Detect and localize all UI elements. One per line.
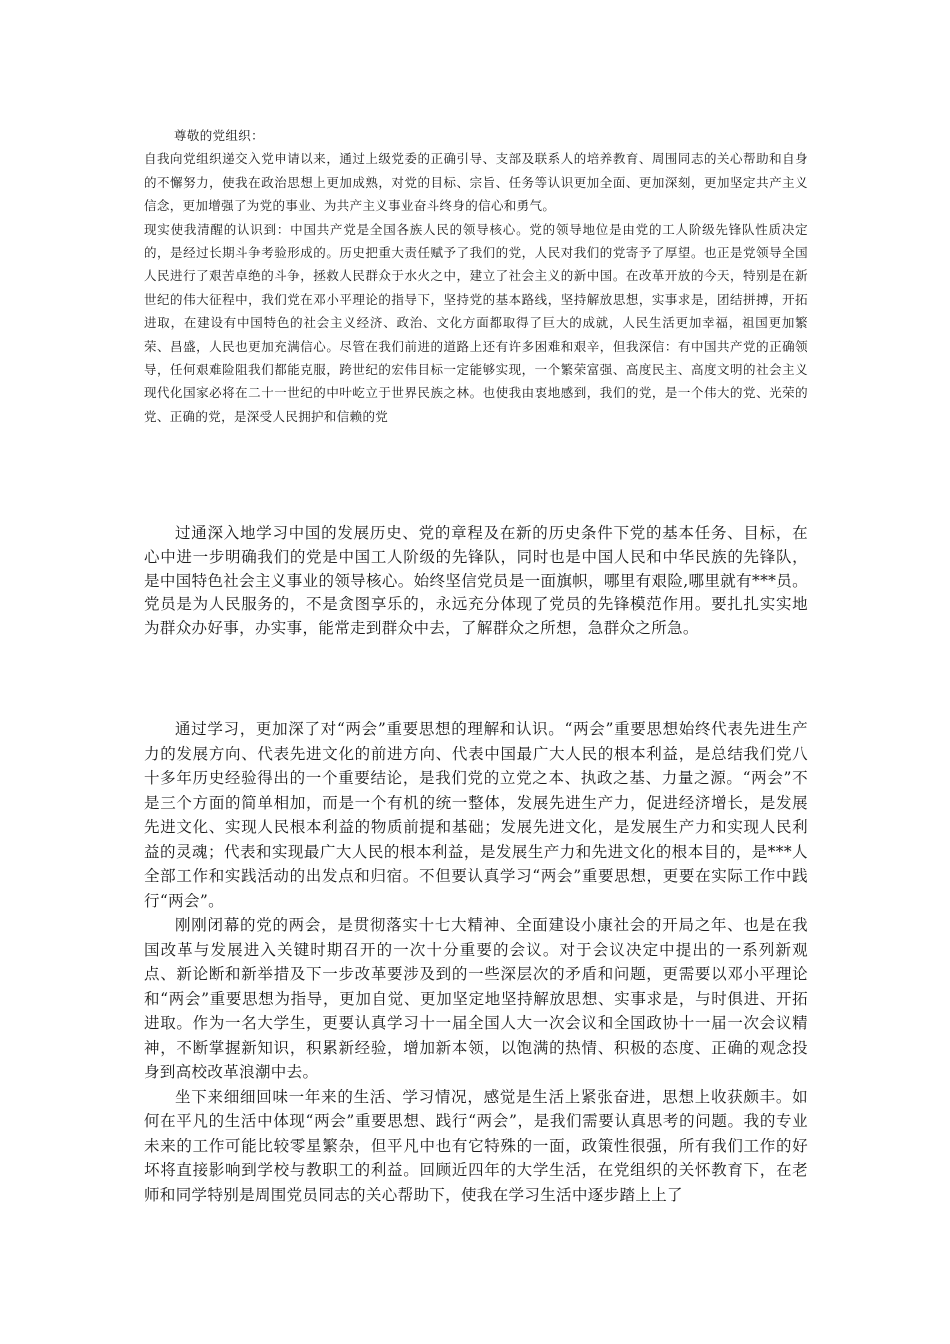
body-paragraph: 过通深入地学习中国的发展历史、党的章程及在新的历史条件下党的基本任务、目标，在心中进一步明确我们的党是中国工人阶级的先锋队，同时也是中国人民和中华民族的先锋队，是中国特色社会主义事业的领导核心。始终坚信党员是一面旗帜，哪里有艰险,哪里就有***员。党员是为人民服务的，不是贪图享乐的，永远充分体现了党员的先锋模范作用。要扎扎实实地为群众办好事，办实事，能常走到群众中去，了解群众之所想，急群众之所急。: [144, 524, 808, 638]
intro-paragraph: 自我向党组织递交入党申请以来，通过上级党委的正确引导、支部及联系人的培养教育、周围同志的关心帮助和自身的不懈努力，使我在政治思想上更加成熟，对党的目标、宗旨、任务等认识更加全面、更加深刻，更加坚定共产主义信念，更加增强了为党的事业、为共产主义事业奋斗终身的信心和勇气。: [144, 151, 808, 214]
two-sessions-section: [144, 717, 808, 1207]
body-paragraph: 通过学习，更加深了对“两会”重要思想的理解和认识。“两会”重要思想始终代表先进生产力的发展方向、代表先进文化的前进方向、代表中国最广大人民的根本利益，是总结我们党八十多年历史经验得出的一个重要结论，是我们党的立党之本、执政之基、力量之源。“两会”不是三个方面的简单相加，而是一个有机的统一整体，发展先进生产力，促进经济增长，是发展先进文化、实现人民根本利益的物质前提和基础；发展先进文化，是发展生产力和实现人民利益的灵魂；代表和实现最广大人民的根本利益，是发展生产力和先进文化的根本目的，是***人全部工作和实践活动的出发点和归宿。不但要认真学习“两会”重要思想，更要在实际工作中践行“两会”。: [144, 720, 808, 910]
body-paragraph: 刚刚闭幕的党的两会，是贯彻落实十七大精神、全面建设小康社会的开局之年、也是在我国改革与发展进入关键时期召开的一次十分重要的会议。对于会议决定中提出的一系列新观点、新论断和新举措及下一步改革要涉及到的一些深层次的矛盾和问题，更需要以邓小平理论和“两会”重要思想为指导，更加自觉、更加坚定地坚持解放思想、实事求是，与时俱进、开拓进取。作为一名大学生，更要认真学习十一届全国人大一次会议和全国政协十一届一次会议精神，不断掌握新知识，积累新经验，增加新本领，以饱满的热情、积极的态度、正确的观念投身到高校改革浪潮中去。: [144, 916, 808, 1081]
salutation: 尊敬的党组织：: [174, 128, 264, 143]
body-paragraph: 坐下来细细回味一年来的生活、学习情况，感觉是生活上紧张奋进，思想上收获颇丰。如何在平凡的生活中体现“两会”重要思想、践行“两会”，是我们需要认真思考的问题。我的专业未来的工作可能比较零星繁杂，但平凡中也有它特殊的一面，政策性很强，所有我们工作的好坏将直接影响到学校与教职工的利益。回顾近四年的大学生活，在党组织的关怀教育下，在老师和同学特别是周围党员同志的关心帮助下，使我在学习生活中逐步踏上上了: [144, 1087, 808, 1204]
letter-opening-section: [144, 124, 808, 428]
intro-paragraph: 现实使我清醒的认识到：中国共产党是全国各族人民的领导核心。党的领导地位是由党的工人阶级先锋队性质决定的，是经过长期斗争考验形成的。历史把重大责任赋予了我们的党，人民对我们的党寄予了厚望。也正是党领导全国人民进行了艰苦卓绝的斗争，拯救人民群众于水火之中，建立了社会主义的新中国。在改革开放的今天，特别是在新世纪的伟大征程中，我们党在邓小平理论的指导下，坚持党的基本路线，坚持解放思想，实事求是，团结拼搏，开拓进取，在建设有中国特色的社会主义经济、政治、文化方面都取得了巨大的成就，人民生活更加幸福，祖国更加繁荣、昌盛，人民也更加充满信心。尽管在我们前进的道路上还有许多困难和艰辛，但我深信：有中国共产党的正确领导，任何艰难险阻我们都能克服，跨世纪的宏伟目标一定能够实现，一个繁荣富强、高度民主、高度文明的社会主义现代化国家必将在二十一世纪的中叶屹立于世界民族之林。也使我由衷地感到，我们的党，是一个伟大的党、光荣的党、正确的党，是深受人民拥护和信赖的党: [144, 221, 808, 424]
study-section: [144, 522, 808, 641]
